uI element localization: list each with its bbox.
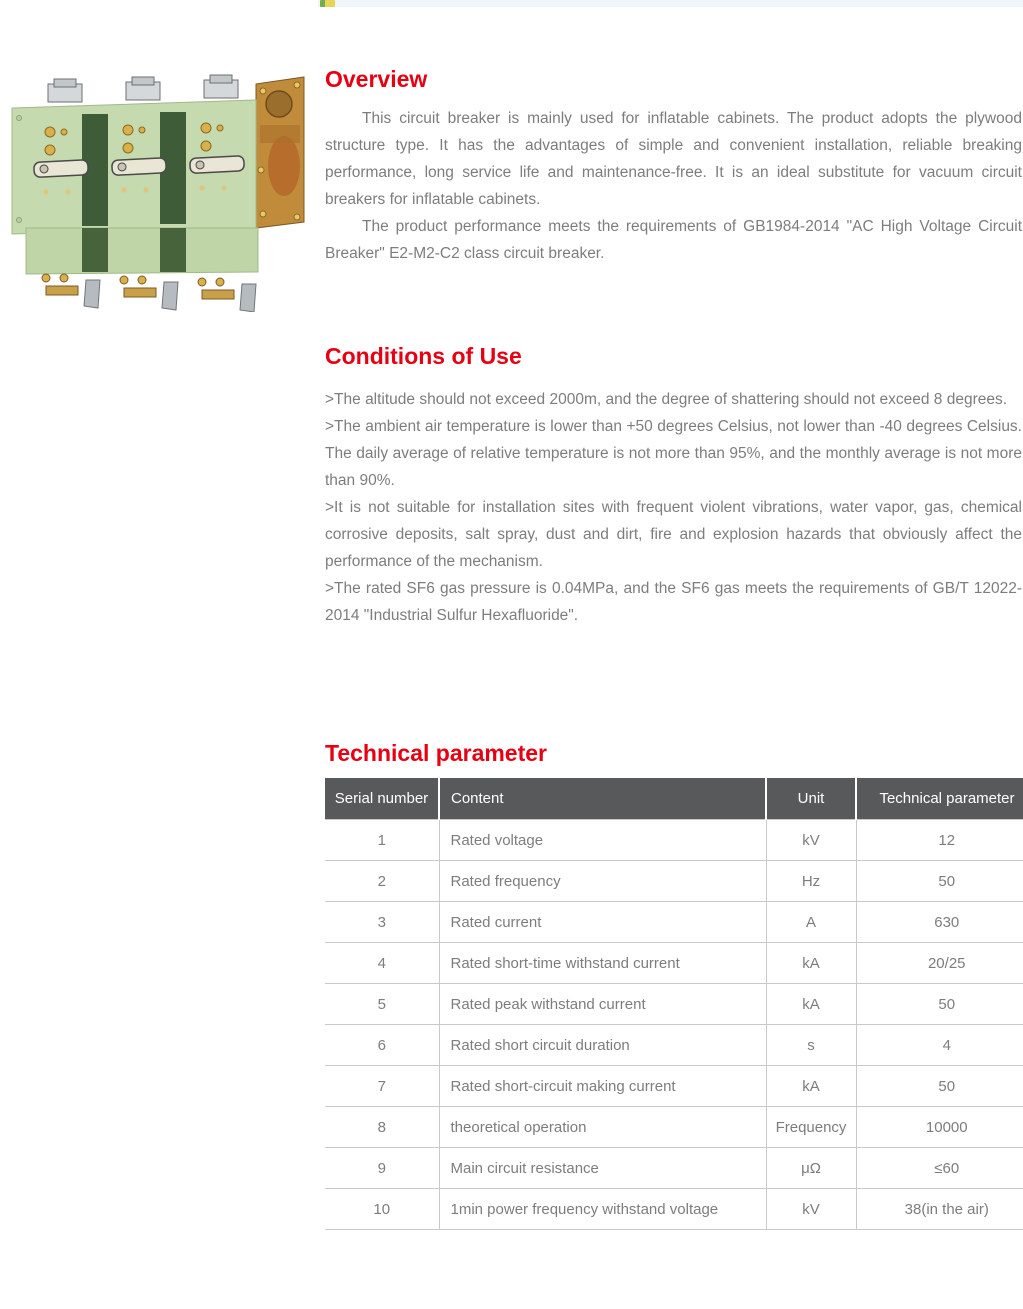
- overview-paragraph: The product performance meets the requirements of GB1984-2014 "AC High Voltage Circuit Breaker" E2-M2-C2 class circuit breaker.: [325, 218, 1022, 262]
- table-cell-serial: 7: [325, 1066, 439, 1107]
- table-cell-unit: μΩ: [766, 1148, 856, 1189]
- table-cell-content: Rated peak withstand current: [439, 984, 766, 1025]
- table-cell-unit: A: [766, 902, 856, 943]
- table-row: [325, 1025, 1023, 1066]
- overview-title: Overview: [325, 66, 428, 92]
- table-cell-serial: 2: [325, 861, 439, 902]
- table-cell-unit: kV: [766, 820, 856, 861]
- table-row: [325, 943, 1023, 984]
- table-row: [325, 1189, 1023, 1230]
- table-row: [325, 1148, 1023, 1189]
- table-row: [325, 820, 1023, 861]
- table-row: [325, 1107, 1023, 1148]
- table-cell-content: Rated voltage: [439, 820, 766, 861]
- table-cell-param: 38(in the air): [856, 1189, 1023, 1230]
- header-content: Content: [439, 778, 766, 820]
- table-cell-unit: s: [766, 1025, 856, 1066]
- table-cell-serial: 5: [325, 984, 439, 1025]
- technical-table-body: [325, 820, 1023, 1230]
- table-cell-content: Rated short-time withstand current: [439, 943, 766, 984]
- table-cell-content: Rated frequency: [439, 861, 766, 902]
- table-cell-serial: 10: [325, 1189, 439, 1230]
- table-cell-unit: kA: [766, 984, 856, 1025]
- table-cell-serial: 1: [325, 820, 439, 861]
- table-cell-param: 12: [856, 820, 1023, 861]
- page-top-marker-icon: [320, 0, 335, 7]
- table-cell-content: Rated short-circuit making current: [439, 1066, 766, 1107]
- circuit-breaker-illustration: [6, 70, 308, 312]
- table-cell-unit: Frequency: [766, 1107, 856, 1148]
- table-cell-unit: Hz: [766, 861, 856, 902]
- table-cell-param: 50: [856, 1066, 1023, 1107]
- table-cell-content: Rated short circuit duration: [439, 1025, 766, 1066]
- table-cell-content: Main circuit resistance: [439, 1148, 766, 1189]
- table-cell-serial: 3: [325, 902, 439, 943]
- table-cell-param: 4: [856, 1025, 1023, 1066]
- table-row: [325, 902, 1023, 943]
- conditions-list: [325, 386, 1022, 629]
- table-cell-unit: kA: [766, 943, 856, 984]
- table-row: [325, 1066, 1023, 1107]
- table-cell-param: ≤60: [856, 1148, 1023, 1189]
- condition-item: >The rated SF6 gas pressure is 0.04MPa, and the SF6 gas meets the requirements of GB/T 12022-2014 "Industrial Sulfur Hexafluoride".: [325, 580, 1022, 624]
- table-cell-param: 630: [856, 902, 1023, 943]
- overview-paragraphs: [325, 105, 1022, 267]
- table-cell-param: 10000: [856, 1107, 1023, 1148]
- product-image: [6, 70, 308, 312]
- technical-parameter-table: [325, 778, 1023, 1230]
- table-cell-content: 1min power frequency withstand voltage: [439, 1189, 766, 1230]
- overview-paragraph: This circuit breaker is mainly used for inflatable cabinets. The product adopts the plywood structure type. It has the advantages of simple and convenient installation, reliable breaking performance, long service life and maintenance-free. It is an ideal substitute for vacuum circuit breakers for inflatable cabinets.: [325, 110, 1022, 208]
- conditions-title: Conditions of Use: [325, 343, 522, 369]
- header-technical-parameter: Technical parameter: [879, 790, 1015, 807]
- technical-table: [325, 778, 1022, 1230]
- table-cell-content: theoretical operation: [439, 1107, 766, 1148]
- table-cell-content: Rated current: [439, 902, 766, 943]
- condition-item: >It is not suitable for installation sites with frequent violent vibrations, water vapor, gas, chemical corrosive deposits, salt spray, dust and dirt, fire and explosion hazards that obviously affect the performance of the mechanism.: [325, 499, 1022, 570]
- table-cell-serial: 4: [325, 943, 439, 984]
- table-header-row: [325, 778, 1023, 820]
- technical-title: Technical parameter: [325, 740, 548, 766]
- table-cell-serial: 8: [325, 1107, 439, 1148]
- header-unit: Unit: [766, 778, 856, 820]
- table-cell-param: 50: [856, 861, 1023, 902]
- table-cell-serial: 6: [325, 1025, 439, 1066]
- condition-item: >The altitude should not exceed 2000m, and the degree of shattering should not exceed 8 degrees.: [325, 391, 1008, 408]
- table-cell-param: 20/25: [856, 943, 1023, 984]
- table-row: [325, 984, 1023, 1025]
- table-cell-unit: kA: [766, 1066, 856, 1107]
- top-strip: [318, 0, 1023, 7]
- table-row: [325, 861, 1023, 902]
- table-cell-serial: 9: [325, 1148, 439, 1189]
- condition-item: >The ambient air temperature is lower than +50 degrees Celsius, not lower than -40 degrees Celsius. The daily average of relative temperature is not more than 95%, and the monthly average is not more than 90%.: [325, 418, 1022, 489]
- header-serial-number: Serial number: [325, 778, 439, 820]
- table-cell-param: 50: [856, 984, 1023, 1025]
- table-cell-unit: kV: [766, 1189, 856, 1230]
